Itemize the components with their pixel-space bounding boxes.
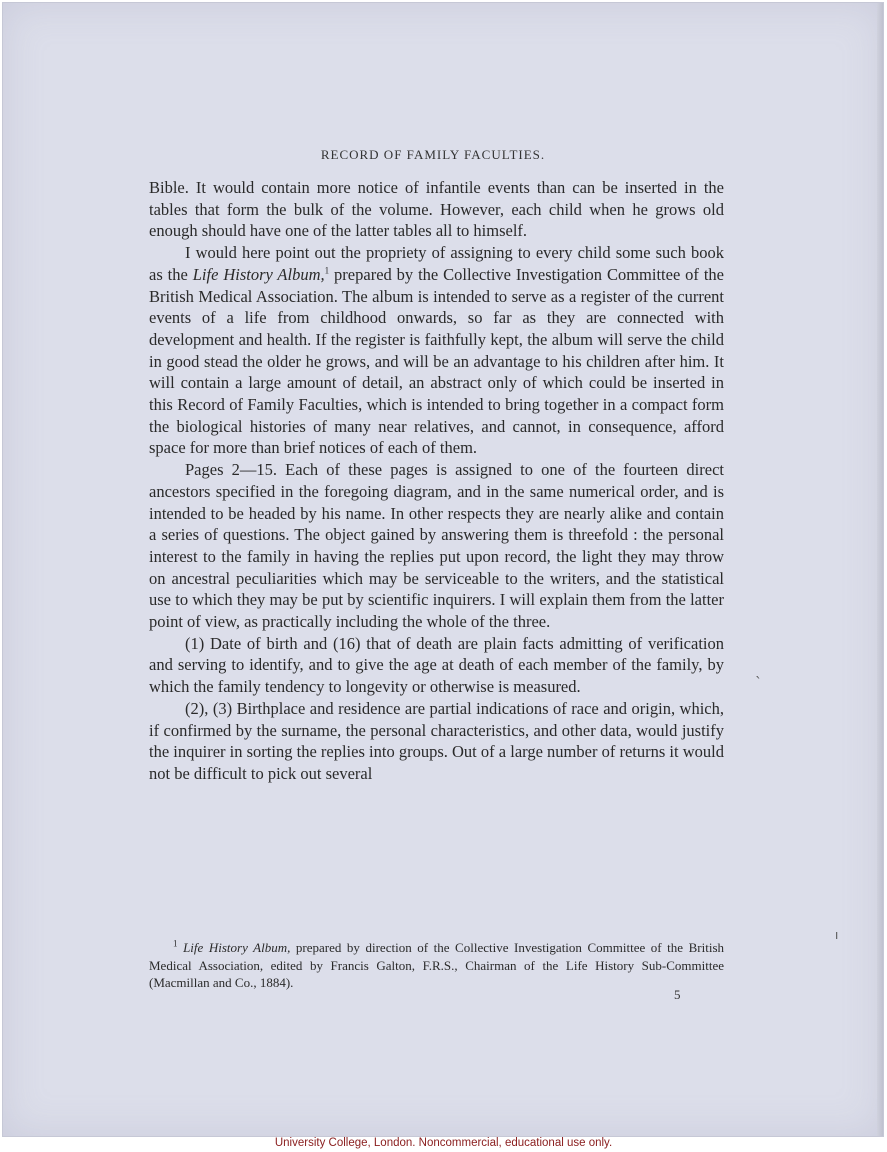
text-run: prepared by the Collective Investigation Committee of the British Medical Association. The album is intended to serve as a register of the current events of a life from childhood onwards, so far as they are connected with development and health. If the register is faithfully kept, the album will serve the child in good stead the older he grows, and will be an advantage to his children after him. It will contain a large amount of detail, an abstract only of which could be inserted in this Record of Family Faculties, which is intended to bring together in a compact form the biological histories of many near relatives, and cannot, in consequence, afford space for more than brief notices of each of them. (149, 264, 724, 458)
book-page (2, 2, 884, 1137)
paragraph (149, 242, 724, 459)
stray-mark: ı (835, 928, 839, 942)
text-run: (1) Date of birth and (16) that of death are plain facts admitting of verification and serving to identify, and to give the age at death of each member of the family, by which the family tendency to longevity or otherwise is measured. (149, 633, 724, 697)
italic-title: Life History Album, (192, 264, 325, 284)
paragraph (149, 698, 724, 785)
text-run: prepared by direction of the Collective Investigation Committee of the British Medical Association, edited by Francis Galton, F.R.S., Chairman of the Life History Sub-Committee (Macmillan and Co., 1884). (149, 940, 724, 990)
italic-title: Life History Album, (183, 940, 291, 955)
paragraph (149, 177, 724, 242)
footnote-text (149, 939, 724, 992)
paragraph (149, 459, 724, 633)
text-run: Bible. It would contain more notice of infantile events than can be inserted in the tables that form the bulk of the volume. However, each child when he grows old enough should have one of the latter tables all to himself. (149, 178, 724, 241)
text-run: Pages 2—15. Each of these pages is assigned to one of the fourteen direct ancestors specified in the foregoing diagram, and in the same numerical order, and is intended to be headed by his name. In other respects they are nearly alike and contain a series of questions. The object gained by answering them is threefold : the personal interest to the family in having the replies put upon record, the light they may throw on ancestral peculiarities which may be serviceable to the writers, and the statistical use to which they may be put by scientific inquirers. I will explain them from the latter point of view, as practically including the whole of the three. (149, 460, 724, 632)
paragraph (149, 633, 724, 698)
page-number: 5 (674, 987, 681, 1002)
running-header: RECORD OF FAMILY FACULTIES. (320, 147, 546, 162)
footnote-ref: 1 (324, 265, 330, 276)
text-run: (2), (3) Birthplace and residence are partial indications of race and origin, which, if confirmed by the surname, the personal characteristics, and other data, would justify the inquirer in sorting the replies into groups. Out of a large number of returns it would not be difficult to pick out several (149, 698, 724, 783)
text-run: I would here point out the propriety of assigning to every child some such book as the (149, 243, 724, 284)
footnote (149, 939, 724, 992)
body-text (149, 177, 724, 785)
copyright-notice: University College, London. Noncommercial, educational use only. (274, 1137, 613, 1149)
footnote-ref: 1 (173, 938, 178, 949)
stray-mark: ˎ (755, 663, 762, 679)
